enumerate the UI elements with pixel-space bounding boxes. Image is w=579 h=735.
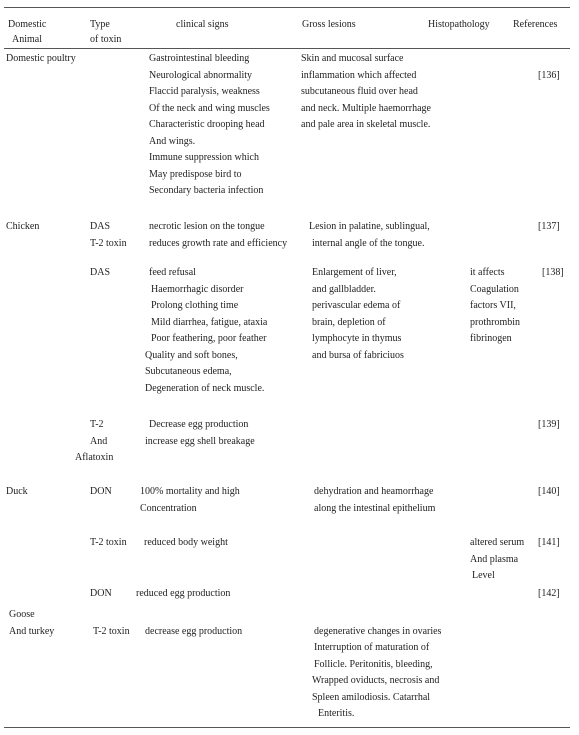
row-2-gross-lesion: and gallbladder.: [312, 283, 376, 295]
row-4-clinical-sign: 100% mortality and high: [140, 486, 240, 497]
row-2-toxin: DAS: [90, 267, 111, 278]
row-6-clinical-sign: reduced egg production: [136, 588, 231, 599]
row-4-reference: [140]: [538, 486, 560, 497]
row-7-gross-lesion: Wrapped oviducts, necrosis and: [312, 675, 440, 686]
row-7-gross-lesion: Interruption of maturation of: [314, 642, 430, 653]
row-3-toxin: Aflatoxin: [75, 452, 114, 463]
header-rule: [4, 48, 570, 49]
row-3-clinical-sign: increase egg shell breakage: [145, 435, 255, 447]
row-4-gross-lesion: dehydration and heamorrhage: [314, 486, 434, 497]
row-2-gross-lesion: lymphocyte in thymus: [312, 333, 402, 344]
row-5-reference: [141]: [538, 537, 560, 548]
row-7-gross-lesion: Enteritis.: [318, 708, 355, 719]
row-0-gross-lesion: Skin and mucosal surface: [301, 53, 404, 64]
row-2-clinical-sign: Degeneration of neck muscle.: [145, 382, 265, 394]
row-0-clinical-sign: Secondary bacteria infection: [149, 185, 264, 196]
header-clinical-signs: clinical signs: [176, 19, 229, 30]
row-7-gross-lesion: Follicle. Peritonitis, bleeding,: [314, 658, 433, 670]
header-gross-lesions: Gross lesions: [302, 19, 356, 30]
row-0-clinical-sign: Flaccid paralysis, weakness: [149, 86, 260, 97]
row-1-clinical-sign: reduces growth rate and efficiency: [149, 237, 288, 249]
row-3-toxin: T-2: [90, 419, 104, 430]
row-4-gross-lesion: along the intestinal epithelium: [314, 502, 436, 514]
row-2-reference: [138]: [542, 267, 564, 278]
row-0-gross-lesion: and pale area in skeletal muscle.: [301, 119, 431, 130]
row-0-clinical-sign: Of the neck and wing muscles: [149, 102, 270, 114]
row-2-histopathology: fibrinogen: [470, 333, 512, 344]
row-0-clinical-sign: And wings.: [149, 135, 196, 147]
row-1-reference: [137]: [538, 221, 560, 232]
row-1-toxin: T-2 toxin: [90, 237, 127, 249]
row-7-gross-lesion: degenerative changes in ovaries: [314, 625, 442, 637]
row-3-clinical-sign: Decrease egg production: [149, 419, 249, 430]
row-5-clinical-sign: reduced body weight: [144, 537, 228, 548]
row-7-animal: Goose: [9, 609, 35, 620]
row-1-clinical-sign: necrotic lesion on the tongue: [149, 221, 265, 232]
row-2-clinical-sign: Haemorrhagic disorder: [151, 283, 244, 295]
row-0-clinical-sign: Gastrointestinal bleeding: [149, 53, 250, 64]
header-toxin: of toxin: [90, 34, 122, 45]
row-0-gross-lesion: subcutaneous fluid over head: [301, 86, 418, 97]
header-histopathology: Histopathology: [428, 19, 490, 30]
top-rule: [4, 7, 570, 8]
row-2-clinical-sign: Prolong clothing time: [151, 300, 239, 311]
row-2-clinical-sign: feed refusal: [149, 267, 196, 278]
row-2-gross-lesion: perivascular edema of: [312, 300, 401, 311]
row-7-animal: And turkey: [9, 625, 55, 637]
row-1-gross-lesion: internal angle of the tongue.: [312, 237, 425, 249]
row-5-histopathology: And plasma: [470, 553, 519, 565]
row-1-toxin: DAS: [90, 221, 111, 232]
header-animal: Domestic: [8, 19, 47, 30]
row-7-clinical-sign: decrease egg production: [145, 625, 243, 637]
row-2-clinical-sign: Quality and soft bones,: [145, 349, 238, 361]
row-2-gross-lesion: Enlargement of liver,: [312, 267, 397, 278]
row-0-clinical-sign: Immune suppression which: [149, 152, 259, 163]
row-6-toxin: DON: [90, 588, 112, 599]
row-3-toxin: And: [90, 435, 108, 447]
row-2-clinical-sign: Mild diarrhea, fatigue, ataxia: [151, 316, 268, 328]
row-7-toxin: T-2 toxin: [93, 625, 130, 637]
row-0-clinical-sign: May predispose bird to: [149, 168, 242, 180]
row-0-clinical-sign: Characteristic drooping head: [149, 119, 265, 130]
row-3-reference: [139]: [538, 419, 560, 430]
row-0-reference: [136]: [538, 69, 560, 81]
bottom-rule: [4, 727, 570, 728]
row-2-gross-lesion: and bursa of fabriciuos: [312, 349, 404, 361]
row-5-histopathology: Level: [472, 570, 495, 581]
row-5-histopathology: altered serum: [470, 537, 525, 548]
row-4-clinical-sign: Concentration: [140, 502, 197, 514]
row-2-histopathology: Coagulation: [470, 283, 519, 295]
row-4-toxin: DON: [90, 486, 112, 497]
row-4-animal: Duck: [6, 486, 28, 497]
row-2-histopathology: it affects: [470, 267, 505, 278]
row-0-animal: Domestic poultry: [6, 53, 76, 64]
row-2-clinical-sign: Poor feathering, poor feather: [151, 333, 267, 344]
row-5-toxin: T-2 toxin: [90, 537, 127, 548]
row-0-gross-lesion: and neck. Multiple haemorrhage: [301, 102, 431, 114]
header-toxin: Type: [90, 19, 110, 30]
row-1-animal: Chicken: [6, 221, 40, 232]
row-0-gross-lesion: inflammation which affected: [301, 69, 417, 81]
row-7-gross-lesion: Spleen amilodiosis. Catarrhal: [312, 691, 431, 703]
row-2-histopathology: prothrombin: [470, 316, 520, 328]
row-2-gross-lesion: brain, depletion of: [312, 316, 386, 328]
header-animal: Animal: [12, 34, 42, 45]
row-2-histopathology: factors VII,: [470, 300, 516, 311]
row-1-gross-lesion: Lesion in palatine, sublingual,: [309, 221, 430, 232]
header-references: References: [513, 19, 558, 30]
row-0-clinical-sign: Neurological abnormality: [149, 69, 253, 81]
row-6-reference: [142]: [538, 588, 560, 599]
row-2-clinical-sign: Subcutaneous edema,: [145, 366, 232, 377]
